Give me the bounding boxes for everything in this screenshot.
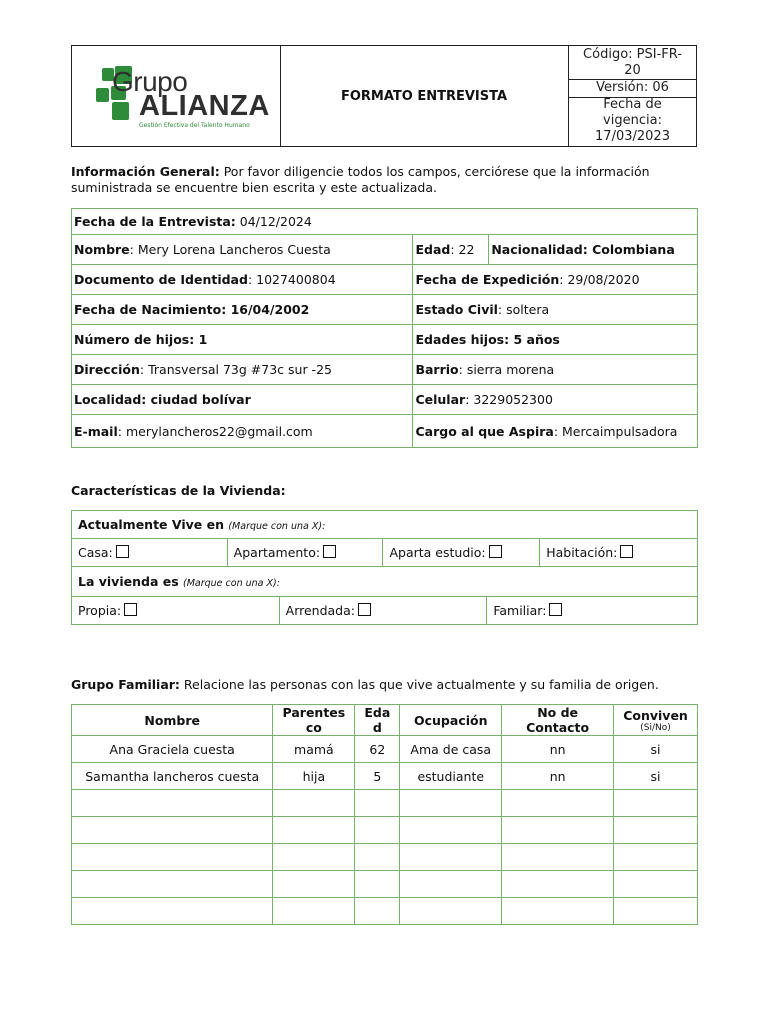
family-table-body	[72, 736, 698, 925]
option-familiar[interactable]	[487, 597, 698, 625]
field-label: E-mail	[74, 423, 118, 439]
cell-parentesco[interactable]	[273, 817, 355, 844]
position-field[interactable]	[413, 415, 698, 448]
housing-table-2	[71, 566, 698, 625]
field-label: Cargo al que Aspira	[415, 423, 554, 439]
cell-contacto[interactable]	[502, 871, 614, 898]
table-row	[72, 567, 698, 597]
table-row	[72, 844, 698, 871]
table-row	[72, 736, 698, 763]
col-header-text: Parentesco	[282, 705, 346, 735]
col-header-text: Conviven	[623, 707, 688, 723]
locality-field[interactable]: Localidad: ciudad bolívar	[72, 385, 413, 415]
field-label: Nombre	[74, 242, 130, 257]
lives-in-header	[72, 511, 698, 539]
housing-type-header	[72, 567, 698, 597]
cell-nombre[interactable]	[72, 817, 273, 844]
col-header-hint: (Si/No)	[640, 722, 671, 733]
cell-nombre[interactable]	[72, 898, 273, 925]
general-info-label: Información General:	[71, 164, 220, 179]
table-row	[72, 790, 698, 817]
housing-type-hint: (Marque con una X):	[183, 578, 280, 589]
document-title: FORMATO ENTREVISTA	[280, 46, 569, 146]
phone-field[interactable]	[413, 385, 698, 415]
document-meta	[569, 46, 696, 146]
cell-ocupacion[interactable]	[400, 790, 502, 817]
doc-code-line1: Código: PSI-FR-	[583, 47, 682, 62]
general-info-text: Por favor diligencie todos los campos, cerciórese que la información suministrada se encuentre bien escrita y este actualizada.	[71, 164, 650, 195]
cell-edad[interactable]	[355, 898, 400, 925]
field-value: : merylancheros22@gmail.com	[117, 423, 313, 439]
logo-word-alianza: ALIANZA	[139, 90, 270, 122]
doc-code	[569, 47, 696, 80]
cell-edad[interactable]	[355, 844, 400, 871]
address-field[interactable]	[72, 355, 413, 385]
table-row	[72, 597, 698, 625]
col-header-text: Edad	[364, 705, 391, 735]
children-count-field[interactable]: Número de hijos: 1	[72, 325, 413, 355]
birth-date-field[interactable]: Fecha de Nacimiento: 16/04/2002	[72, 295, 413, 325]
table-row	[72, 325, 698, 355]
document-header	[71, 45, 697, 147]
lives-in-hint: (Marque con una X):	[228, 521, 326, 532]
civil-status-field[interactable]	[413, 295, 698, 325]
col-header-contacto	[502, 705, 614, 736]
cell-parentesco[interactable]	[273, 844, 355, 871]
cell-edad[interactable]	[355, 871, 400, 898]
field-label: Dirección	[74, 362, 140, 377]
table-row	[72, 355, 698, 385]
field-value: 04/12/2024	[235, 214, 312, 229]
field-value: : 29/08/2020	[559, 272, 640, 287]
checkbox[interactable]	[323, 545, 336, 558]
housing-type-label: La vivienda es	[78, 574, 183, 589]
option-label: Arrendada:	[285, 603, 355, 618]
checkbox[interactable]	[358, 603, 371, 616]
doc-validity	[569, 97, 696, 145]
col-header-conviven	[614, 705, 698, 736]
cell-parentesco[interactable]	[273, 898, 355, 925]
general-info-paragraph	[71, 164, 697, 196]
cell-contacto[interactable]	[502, 790, 614, 817]
logo-square	[112, 102, 129, 120]
neighborhood-field[interactable]	[413, 355, 698, 385]
cell-nombre[interactable]	[72, 871, 273, 898]
checkbox[interactable]	[116, 545, 129, 558]
field-label: Barrio	[415, 362, 459, 377]
table-row	[72, 385, 698, 415]
field-label: Celular	[415, 392, 466, 407]
cell-ocupacion[interactable]	[400, 871, 502, 898]
family-group-label: Grupo Familiar:	[71, 677, 180, 692]
cell-nombre[interactable]: Samantha lancheros cuesta	[72, 763, 273, 790]
col-header-nombre: Nombre	[72, 705, 273, 736]
option-label: Aparta estudio:	[389, 545, 486, 560]
table-header-row	[72, 705, 698, 736]
col-header-edad	[355, 705, 400, 736]
cell-parentesco[interactable]	[273, 871, 355, 898]
family-table	[71, 704, 698, 925]
validity-line2: vigencia:	[603, 113, 662, 128]
cell-conviven[interactable]	[614, 790, 698, 817]
table-row	[72, 817, 698, 844]
checkbox[interactable]	[124, 603, 137, 616]
cell-conviven[interactable]: si	[614, 763, 698, 790]
field-label: Fecha de la Entrevista:	[74, 214, 236, 229]
cell-contacto[interactable]	[502, 817, 614, 844]
col-header-ocupacion: Ocupación	[400, 705, 502, 736]
field-label: Documento de Identidad	[74, 272, 248, 287]
field-value: : 3229052300	[465, 392, 553, 407]
cell-conviven[interactable]: si	[614, 736, 698, 763]
option-aparta-estudio[interactable]	[383, 539, 540, 567]
cell-ocupacion[interactable]	[400, 817, 502, 844]
doc-code-line2: 20	[624, 63, 641, 78]
option-propia[interactable]	[72, 597, 280, 625]
age-field[interactable]	[413, 235, 489, 265]
family-group-paragraph	[71, 677, 659, 692]
logo-word-grupo: Grupo	[112, 66, 188, 97]
table-row	[72, 539, 698, 567]
cell-ocupacion[interactable]	[400, 844, 502, 871]
table-row	[72, 898, 698, 925]
checkbox[interactable]	[620, 545, 633, 558]
cell-conviven[interactable]	[614, 898, 698, 925]
table-row	[72, 763, 698, 790]
validity-line1: Fecha de	[603, 97, 662, 112]
cell-contacto[interactable]	[502, 898, 614, 925]
field-value: : sierra morena	[458, 362, 555, 377]
table-row	[72, 871, 698, 898]
option-arrendada[interactable]	[279, 597, 487, 625]
children-ages-field[interactable]: Edades hijos: 5 años	[413, 325, 698, 355]
issue-date-field[interactable]	[413, 265, 698, 295]
logo-square	[96, 88, 109, 102]
field-label: Estado Civil	[415, 302, 498, 317]
housing-table-1	[71, 510, 698, 567]
cell-conviven[interactable]	[614, 844, 698, 871]
personal-info-table	[71, 208, 698, 448]
doc-version: Versión: 06	[569, 80, 696, 98]
field-value: : 1027400804	[247, 272, 336, 287]
lives-in-label: Actualmente Vive en	[78, 517, 229, 532]
cell-nombre[interactable]	[72, 790, 273, 817]
table-row	[72, 209, 698, 235]
field-value: : soltera	[497, 302, 550, 317]
checkbox[interactable]	[549, 603, 562, 616]
logo	[72, 46, 281, 146]
cell-parentesco[interactable]: mamá	[273, 736, 355, 763]
family-group-text: Relacione las personas con las que vive actualmente y su familia de origen.	[179, 677, 659, 692]
cell-edad[interactable]	[355, 817, 400, 844]
table-row	[72, 265, 698, 295]
housing-section-title: Características de la Vivienda:	[71, 483, 286, 498]
cell-parentesco[interactable]: hija	[273, 763, 355, 790]
cell-edad[interactable]: 62	[355, 736, 400, 763]
option-label: Casa:	[78, 545, 113, 560]
table-row	[72, 295, 698, 325]
cell-nombre[interactable]: Ana Graciela cuesta	[72, 736, 273, 763]
option-habitacion[interactable]	[540, 539, 698, 567]
option-label: Apartamento:	[233, 545, 321, 560]
id-document-field[interactable]	[72, 265, 413, 295]
cell-contacto[interactable]: nn	[502, 736, 614, 763]
col-header-parentesco	[273, 705, 355, 736]
field-label: Fecha de Expedición	[415, 272, 560, 287]
cell-parentesco[interactable]	[273, 790, 355, 817]
field-value: : Transversal 73g #73c sur -25	[139, 362, 332, 377]
cell-ocupacion[interactable]	[400, 898, 502, 925]
checkbox[interactable]	[489, 545, 502, 558]
cell-ocupacion[interactable]: Ama de casa	[400, 736, 502, 763]
interview-date-field[interactable]	[72, 209, 698, 235]
table-row	[72, 415, 698, 448]
field-label: Edad	[415, 242, 451, 257]
option-label: Habitación:	[546, 545, 618, 560]
option-casa[interactable]	[72, 539, 228, 567]
cell-edad[interactable]	[355, 790, 400, 817]
field-value: : Mercaimpulsadora	[553, 423, 678, 439]
logo-tagline: Gestión Efectiva del Talento Humano	[139, 122, 250, 129]
field-value: : 22	[450, 242, 475, 257]
name-field[interactable]	[72, 235, 413, 265]
table-row	[72, 511, 698, 539]
cell-ocupacion[interactable]: estudiante	[400, 763, 502, 790]
nationality-field[interactable]: Nacionalidad: Colombiana	[489, 235, 698, 265]
field-value: : Mery Lorena Lancheros Cuesta	[129, 242, 331, 257]
table-row	[72, 235, 698, 265]
option-apartamento[interactable]	[227, 539, 383, 567]
cell-contacto[interactable]: nn	[502, 763, 614, 790]
cell-conviven[interactable]	[614, 817, 698, 844]
validity-date: 17/03/2023	[595, 129, 670, 144]
cell-conviven[interactable]	[614, 871, 698, 898]
col-header-text: No de Contacto	[526, 705, 590, 735]
cell-nombre[interactable]	[72, 844, 273, 871]
cell-edad[interactable]: 5	[355, 763, 400, 790]
option-label: Familiar:	[493, 603, 547, 618]
option-label: Propia:	[78, 603, 122, 618]
cell-contacto[interactable]	[502, 844, 614, 871]
email-field[interactable]	[72, 415, 413, 448]
